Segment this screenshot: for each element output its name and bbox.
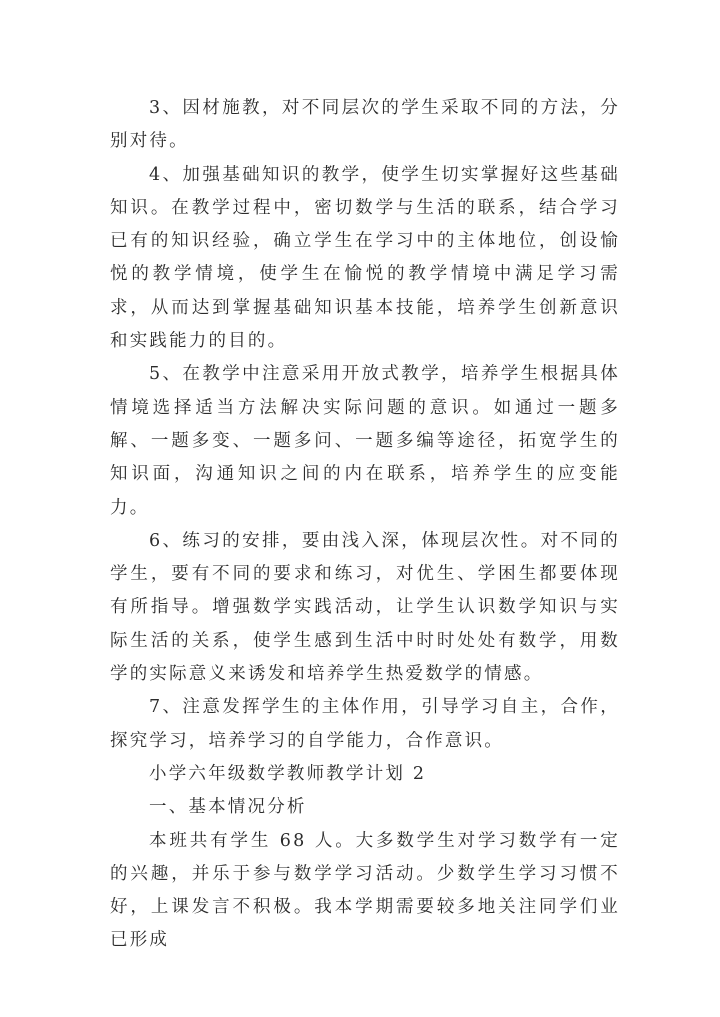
intro-paragraph: 本班共有学生 68 人。大多数学生对学习数学有一定的兴趣，并乐于参与数学学习活动。少数学生学习习惯不好，上课发言不积极。我本学期需要较多地关注同学们业已形成 bbox=[110, 830, 620, 951]
section-heading: 一、基本情况分析 bbox=[149, 797, 307, 818]
paragraph-item-6: 6、练习的安排，要由浅入深，体现层次性。对不同的学生，要有不同的要求和练习，对优生、学困生都要体现有所指导。增强数学实践活动，让学生认识数学知识与实际生活的关系，使学生感到生活中时时处处有数学，用数学的实际意义来诱发和培养学生热爱数学的情感。 bbox=[110, 530, 620, 685]
paragraph-item-3: 3、因材施教，对不同层次的学生采取不同的方法，分别对待。 bbox=[110, 98, 620, 152]
section-title: 小学六年级数学教师教学计划 2 bbox=[149, 763, 427, 784]
paragraph-item-4: 4、加强基础知识的教学，使学生切实掌握好这些基础知识。在教学过程中，密切数学与生活的联系，结合学习已有的知识经验，确立学生在学习中的主体地位，创设愉悦的教学情境，使学生在愉悦的教学情境中满足学习需求，从而达到掌握基础知识基本技能，培养学生创新意识和实践能力的目的。 bbox=[110, 164, 620, 352]
paragraph-item-5: 5、在教学中注意采用开放式教学，培养学生根据具体情境选择适当方法解决实际问题的意识。如通过一题多解、一题多变、一题多问、一题多编等途径，拓宽学生的知识面，沟通知识之间的内在联系，培养学生的应变能力。 bbox=[110, 364, 620, 518]
document-body bbox=[110, 92, 620, 958]
paragraph-item-7: 7、注意发挥学生的主体作用，引导学习自主，合作，探究学习，培养学习的自学能力，合作意识。 bbox=[110, 697, 620, 751]
